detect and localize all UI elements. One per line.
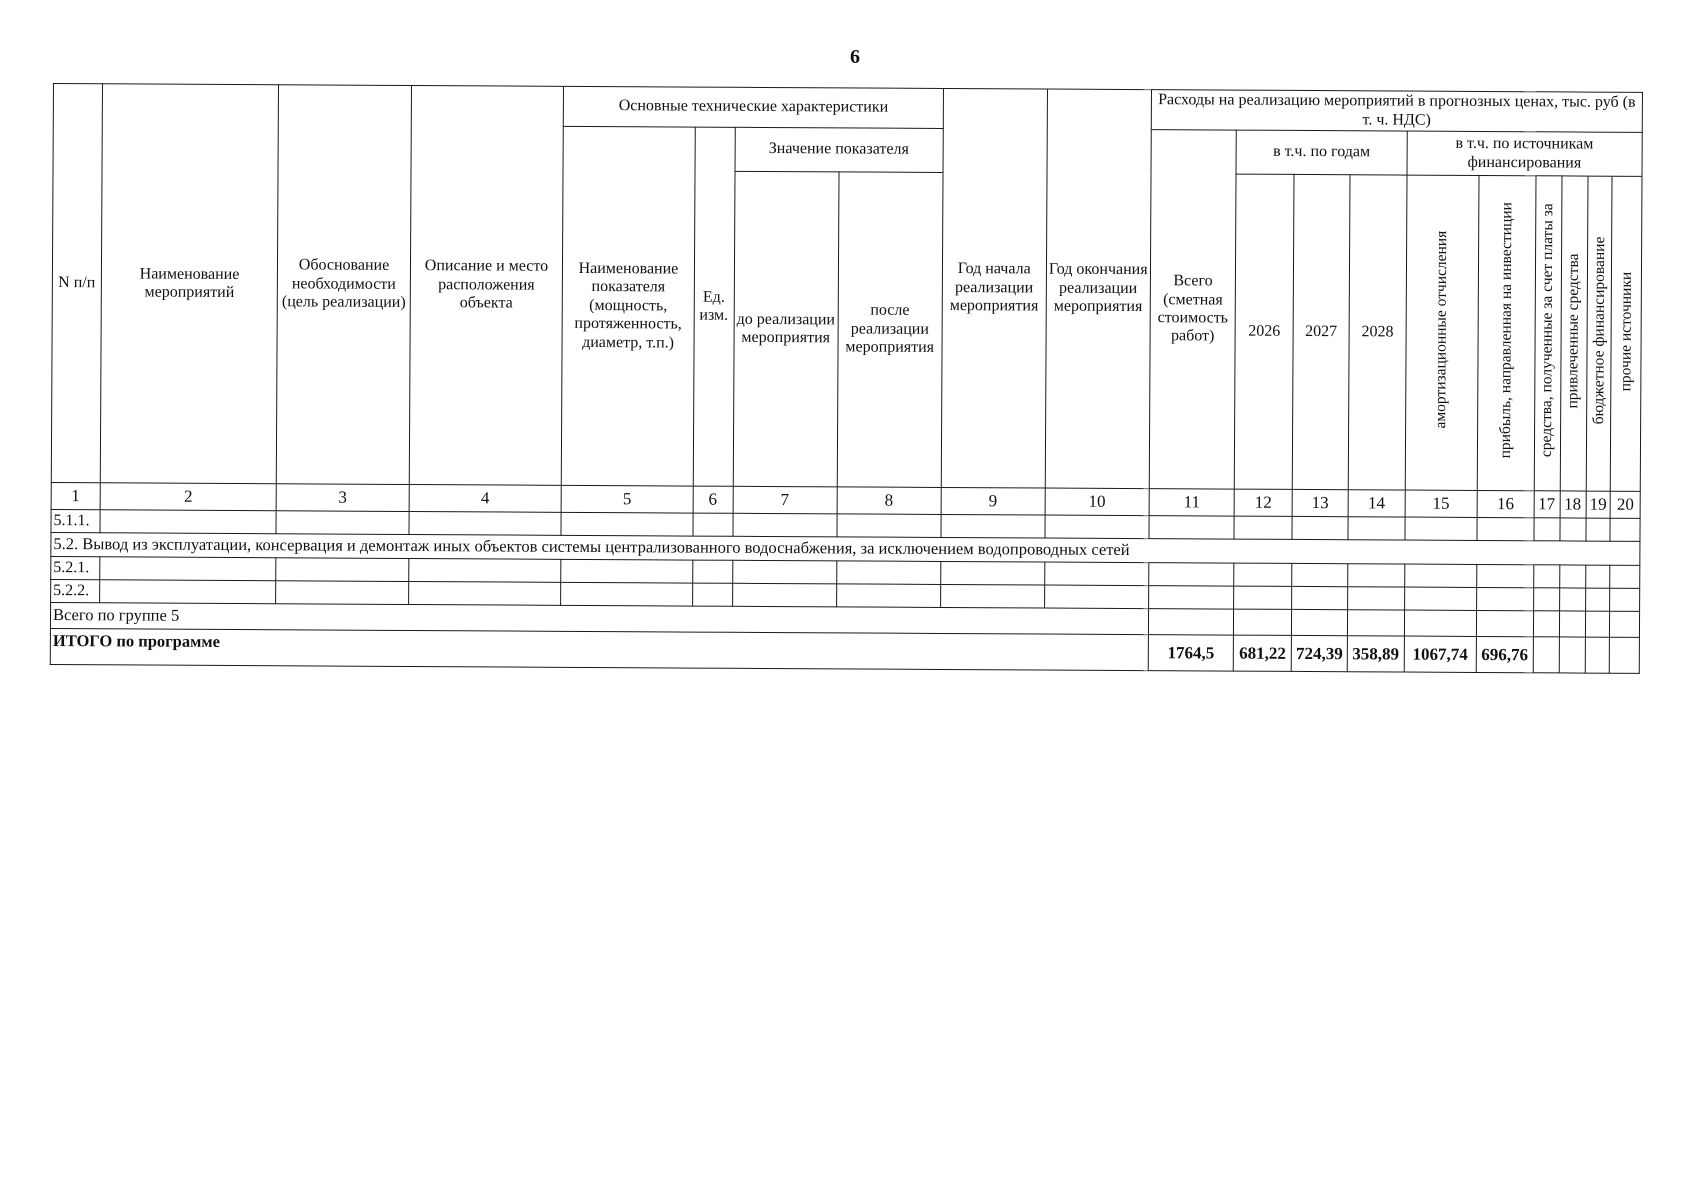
header-num: N п/п	[51, 84, 102, 483]
grand-total-sum: 1764,5	[1148, 635, 1234, 671]
colnum-7: 7	[733, 486, 837, 514]
row-number: 5.1.1.	[51, 509, 100, 532]
header-by-years: в т.ч. по годам	[1236, 130, 1406, 175]
colnum-18: 18	[1560, 491, 1586, 518]
header-tech-characteristics: Основные технические характеристики	[564, 86, 944, 128]
group-total-label: Всего по группе 5	[50, 602, 1148, 634]
colnum-13: 13	[1292, 489, 1348, 516]
colnum-16: 16	[1477, 490, 1533, 517]
colnum-4: 4	[409, 484, 562, 512]
colnum-10: 10	[1045, 488, 1149, 516]
row-number: 5.2.2.	[51, 579, 100, 602]
row-number: 5.2.1.	[51, 556, 100, 579]
header-budget: бюджетное финансирование	[1589, 237, 1608, 425]
colnum-8: 8	[837, 487, 941, 515]
colnum-12: 12	[1235, 489, 1293, 516]
header-by-sources: в т.ч. по источникам финансирования	[1407, 131, 1643, 176]
header-year-2028: 2028	[1348, 175, 1406, 490]
header-indicator-value: Значение показателя	[735, 127, 943, 172]
header-fee-funds-cell	[1534, 176, 1562, 491]
colnum-11: 11	[1149, 489, 1235, 516]
grand-total-amortization: 1067,74	[1404, 636, 1477, 672]
colnum-3: 3	[277, 484, 409, 512]
header-expenses: Расходы на реализацию мероприятий в прогнозных ценах, тыс. руб (в т. ч. НДС)	[1151, 90, 1642, 133]
header-amortization: амортизационные отчисления	[1432, 231, 1451, 429]
header-borrowed-cell	[1560, 176, 1588, 491]
header-year-2026: 2026	[1235, 174, 1294, 489]
header-indicator-name: Наименование показателя (мощность, протяженность, диаметр, т.п.)	[562, 126, 695, 486]
header-budget-cell	[1586, 176, 1613, 491]
section-5-2-title: 5.2. Вывод из эксплуатации, консервация и демонтаж иных объектов системы централизованного водоснабжения, за исключением водопроводных сетей	[51, 532, 1640, 565]
colnum-20: 20	[1611, 491, 1641, 518]
header-after: после реализации мероприятия	[837, 172, 943, 488]
grand-total-label: ИТОГО по программе	[50, 628, 1148, 670]
program-table	[50, 83, 1643, 674]
header-unit: Ед. изм.	[693, 127, 735, 486]
header-end-year: Год окончания реализации мероприятия	[1045, 89, 1151, 489]
grand-total-2028: 358,89	[1347, 636, 1404, 672]
program-table-container	[50, 83, 1643, 674]
colnum-9: 9	[941, 487, 1045, 515]
page-number: 6	[850, 46, 860, 68]
header-total: Всего (сметная стоимость работ)	[1149, 130, 1237, 489]
colnum-6: 6	[693, 486, 733, 513]
header-year-2027: 2027	[1292, 174, 1350, 489]
colnum-19: 19	[1586, 491, 1611, 518]
grand-total-2026: 681,22	[1234, 635, 1292, 671]
grand-total-row	[50, 628, 1639, 673]
colnum-14: 14	[1348, 490, 1404, 517]
header-description: Описание и место расположения объекта	[409, 86, 564, 486]
header-justification: Обоснование необходимости (цель реализации)	[277, 85, 411, 485]
colnum-5: 5	[562, 485, 693, 513]
header-borrowed: привлеченные средства	[1564, 253, 1583, 409]
header-before: до реализации мероприятия	[733, 171, 839, 487]
header-profit: прибыль, направленная на инвестиции	[1496, 202, 1516, 459]
header-start-year: Год начала реализации мероприятия	[941, 88, 1047, 488]
colnum-1: 1	[51, 482, 100, 509]
header-profit-cell	[1477, 175, 1535, 490]
header-fee-funds: средства, полученные за счет платы за	[1538, 203, 1557, 458]
header-other-cell	[1611, 176, 1642, 491]
header-other: прочие источники	[1617, 271, 1635, 391]
grand-total-profit: 696,76	[1476, 636, 1533, 672]
colnum-15: 15	[1405, 490, 1478, 517]
colnum-17: 17	[1534, 491, 1560, 518]
colnum-2: 2	[100, 483, 277, 511]
grand-total-2027: 724,39	[1291, 635, 1348, 671]
header-amortization-cell	[1405, 175, 1479, 490]
header-event-name: Наименование мероприятий	[100, 84, 279, 484]
